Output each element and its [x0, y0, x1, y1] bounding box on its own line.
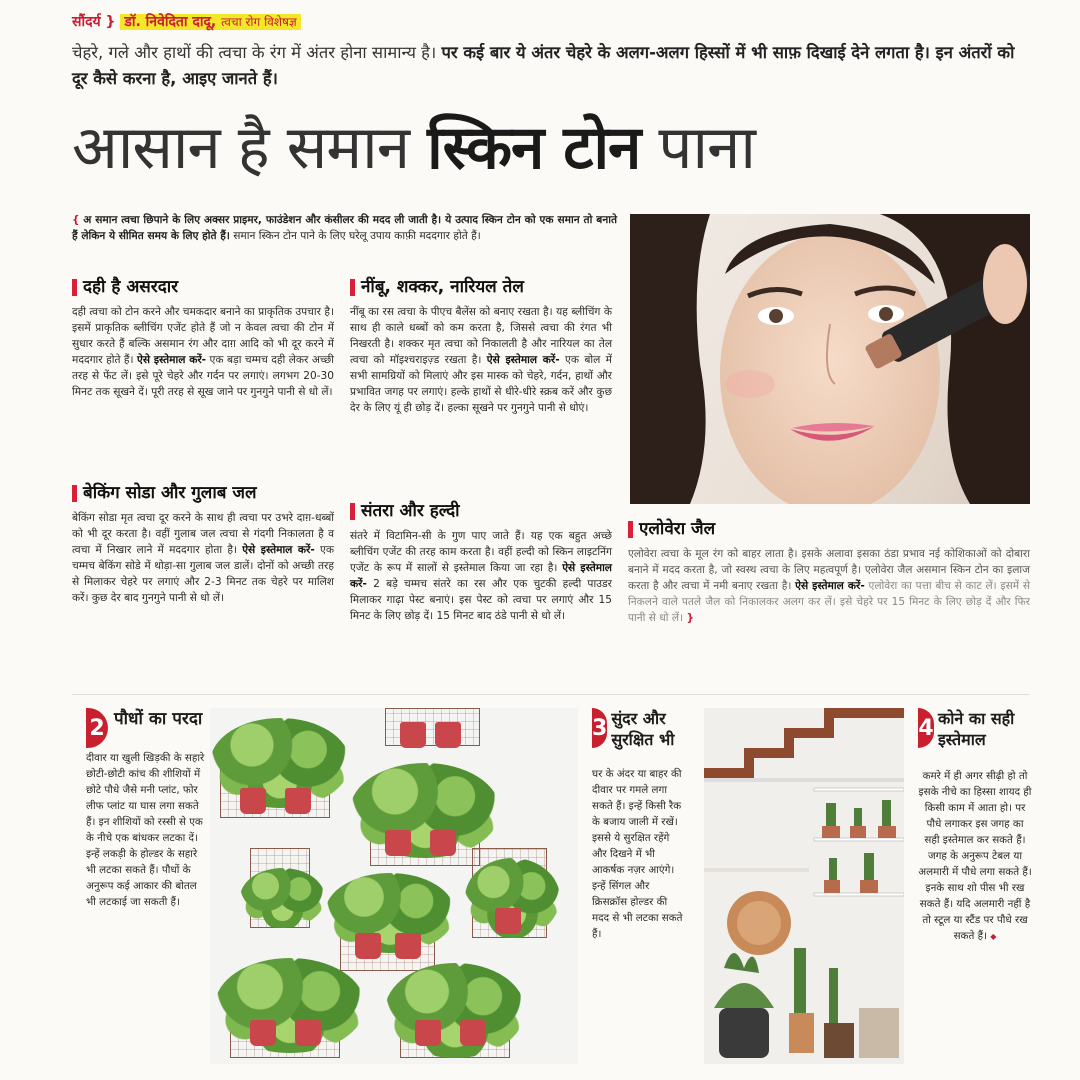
- box-4-head: [918, 708, 1032, 750]
- plant-pot: [285, 788, 311, 814]
- curd-body: दही त्वचा को टोन करने और चमकदार बनाने का प्राकृतिक उपचार है। इसमें प्राकृतिक ब्लीचिंग एजेंट होते हैं जो न केवल त्वचा की टोन में सुधार करते हैं बल्कि असमान रंग और दाग़ आदि को भी दूर करने में मददगार होते हैं।: [72, 306, 334, 366]
- aloe-end-brace: }: [686, 612, 695, 624]
- section-soda-title: बेकिंग सोडा और गुलाब जल: [83, 483, 257, 503]
- divider: [72, 694, 1030, 695]
- box-4-text: कमरे में ही अगर सीढ़ी हो तो इसके नीचे का हिस्सा शायद ही किसी काम में आता हो। पर पौधे लगाकर इस जगह का सही इस्तेमाल कर सकते हैं। जगह के अनुरूप टेबल या अलमारी में पौधे लगा सकते हैं। इनके साथ शो पीस भी रख सकते हैं। यदि अलमारी नहीं है तो स्टूल या स्टैंड पर पौधे रख सकते हैं।: [918, 770, 1032, 942]
- lead-normal: समान स्किन टोन पाने के लिए घरेलू उपाय काफ़ी मददगार होते हैं।: [233, 230, 481, 242]
- orange-howto: ऐसे इस्तेमाल करें-: [350, 562, 612, 590]
- plant-leaves: [210, 718, 350, 808]
- box-4-number: 4: [918, 708, 934, 748]
- lemon-howto: ऐसे इस्तेमाल करें-: [486, 354, 560, 366]
- woman-illustration: [630, 214, 1030, 504]
- plant-leaves: [325, 873, 455, 953]
- heading-bar: [350, 279, 355, 296]
- headline-bold: स्किन टोन: [427, 113, 641, 183]
- section-aloe-body: [628, 546, 1030, 626]
- section-soda-heading: [72, 482, 334, 504]
- box-3-number: 3: [592, 708, 607, 748]
- soda-howto-body: एक चम्मच बेकिंग सोडे में थोड़ा-सा गुलाब जल डालें। दोनों को अच्छी तरह से मिलाकर चेहरे पर लगाएं और 2-3 मिनट तक चेहरे पर मालिश करें। कुछ देर बाद गुनगुने पानी से धो लें।: [72, 544, 334, 604]
- woman-photo: [630, 214, 1030, 504]
- plant-pot: [240, 788, 266, 814]
- lemon-body: नींबू का रस त्वचा के पीएच बैलेंस को बनाए रखता है। यह ब्लीचिंग के साथ ही काले धब्बों को कम करता है, जिससे त्वचा की रंगत भी निखरती है। शक्कर मृत त्वचा को निकालती है और नारियल का तेल त्वचा को मॉइश्चराइज़्ड रखता है।: [350, 306, 612, 366]
- plant-pot: [295, 1020, 321, 1046]
- box-2-title: पौधों का परदा: [114, 709, 203, 729]
- plant-pot: [250, 1020, 276, 1046]
- plant-pot: [385, 830, 411, 856]
- plant-leaves: [240, 868, 325, 928]
- section-soda-body: [72, 510, 334, 606]
- headline-part-2: पाना: [658, 113, 755, 183]
- section-lemon: [350, 276, 612, 416]
- section-lemon-title: नींबू, शक्कर, नारियल तेल: [361, 277, 524, 297]
- plant-pot: [395, 933, 421, 959]
- plant-leaves: [350, 763, 500, 858]
- box-4-body: [918, 768, 1032, 945]
- soda-howto: ऐसे इस्तेमाल करें-: [242, 544, 315, 556]
- headline: [72, 104, 1032, 192]
- plant-pot: [355, 933, 381, 959]
- plant-leaves: [385, 963, 525, 1058]
- box-3: [592, 708, 684, 942]
- lemon-howto-body: एक बोल में सभी सामग्रियों को मिलाएं और इस मास्क को चेहरे, गर्दन, हाथों और प्रभावित जगह पर लगाएं। हल्के हाथों से धीरे-धीरे स्क्रब करें और कुछ देर के लिए यूं ही छोड़ दें। हल्का सूखने पर गुनगुने पानी से धोएं।: [350, 354, 612, 414]
- lead-brace: {: [72, 214, 80, 226]
- author-name: डॉ. निवेदिता दादू,: [124, 14, 217, 30]
- kicker-brace: }: [105, 14, 116, 30]
- section-orange: [350, 500, 612, 624]
- lead-paragraph: [72, 212, 617, 244]
- box-2: [86, 708, 208, 910]
- box-2-head: [86, 708, 208, 748]
- heading-bar: [72, 485, 77, 502]
- plant-pot: [430, 830, 456, 856]
- staircase-shelf-photo: [704, 708, 904, 1064]
- heading-bar: [72, 279, 77, 296]
- box-3-title: सुंदर और सुरक्षित भी: [611, 709, 675, 749]
- section-aloe-heading: [628, 518, 1030, 540]
- aloe-body: एलोवेरा त्वचा के मूल रंग को बाहर लाता है। इसके अलावा इसका ठंडा प्रभाव नई कोशिकाओं को दोबारा बनाने में मदद करता है, जो स्वस्थ त्वचा के लिए महत्वपूर्ण है। एलोवेरा जैल असमान स्किन टोन का इलाज करता है और त्वचा में नमी बनाए रखता है।: [628, 548, 1030, 592]
- headline-part-1: आसान है समान: [72, 113, 410, 183]
- box-3-body: घर के अंदर या बाहर की दीवार पर गमले लगा सकते हैं। इन्हें किसी रैक के बजाय जाली में रखें। इससे ये सुरक्षित रहेंगे और दिखने में भी आकर्षक नज़र आएंगे। इन्हें सिंगल और क्रिसक्रॉस होल्डर की मदद से भी लटका सकते हैं।: [592, 768, 683, 940]
- section-orange-heading: [350, 500, 612, 522]
- box-4: [918, 708, 1032, 945]
- section-aloe-title: एलोवेरा जैल: [639, 519, 716, 539]
- intro-text: [72, 40, 1032, 92]
- section-aloe: [628, 518, 1030, 626]
- box-4-end-mark: ◆: [990, 932, 997, 941]
- heading-bar: [628, 521, 633, 538]
- plant-pot: [495, 908, 521, 934]
- box-2-number: 2: [86, 708, 108, 748]
- kicker: [72, 12, 301, 32]
- section-lemon-heading: [350, 276, 612, 298]
- aloe-howto: ऐसे इस्तेमाल करें-: [795, 580, 865, 592]
- plant-pot: [460, 1020, 486, 1046]
- plant-pot: [415, 1020, 441, 1046]
- plant-pot: [435, 722, 461, 748]
- lead-bold: अ समान त्वचा छिपाने के लिए अक्सर प्राइमर, फाउंडेशन और कंसीलर की मदद ली जाती है। ये उत्पाद स्किन टोन को एक समान तो बनाते हैं लेकिन ये सीमित समय के लिए होते हैं।: [72, 214, 617, 242]
- staircase-illustration: [704, 708, 904, 1064]
- section-soda: [72, 482, 334, 606]
- box-4-title: कोने का सही इस्तेमाल: [937, 709, 1015, 749]
- section-curd-title: दही है असरदार: [83, 277, 179, 297]
- section-label: सौंदर्य: [72, 14, 101, 30]
- intro-part-2: पर कई बार ये अंतर चेहरे के अलग-अलग हिस्सों में भी साफ़ दिखाई देने लगता है। इन अंतरों को दूर कैसे करना है, आइए जानते हैं।: [72, 43, 1015, 88]
- section-orange-body: [350, 528, 612, 624]
- section-lemon-body: [350, 304, 612, 416]
- plants-wall-photo: [210, 708, 578, 1064]
- heading-bar: [350, 503, 355, 520]
- section-curd-body: [72, 304, 334, 400]
- author-highlight: [120, 14, 300, 30]
- intro-part-1: चेहरे, गले और हाथों की त्वचा के रंग में अंतर होना सामान्य है।: [72, 43, 437, 62]
- orange-body: संतरे में विटामिन-सी के गुण पाए जाते हैं। यह एक बहुत अच्छे ब्लीचिंग एजेंट की तरह काम करता है। वहीं हल्दी को स्किन लाइटनिंग एजेंट के रूप में सालों से इस्तेमाल किया जा रहा है।: [350, 530, 612, 574]
- aloe-howto-body: एलोवेरा का पत्ता बीच से काट लें। इसमें से निकलने वाले पतले जैल को निकालकर अलग कर लें। इसे चेहरे पर 15 मिनट के लिए छोड़ दें और फिर पानी से धो लें।: [628, 580, 1031, 624]
- author-role: त्वचा रोग विशेषज्ञ: [221, 15, 297, 29]
- plant-leaves: [215, 958, 365, 1053]
- plant-pot: [400, 722, 426, 748]
- section-orange-title: संतरा और हल्दी: [361, 501, 460, 521]
- soda-body: बेकिंग सोडा मृत त्वचा दूर करने के साथ ही त्वचा पर उभरे दाग़-धब्बों को भी दूर करता है। वहीं गुलाब जल त्वचा से गंदगी निकालता है व त्वचा में निखार लाने में मददगार होता है।: [72, 512, 334, 556]
- section-curd-heading: [72, 276, 334, 298]
- orange-howto-body: 2 बड़े चम्मच संतरे का रस और एक चुटकी हल्दी पाउडर मिलाकर गाढ़ा पेस्ट बनाएं। इस पेस्ट को त्वचा पर लगाएं और 15 मिनट के लिए छोड़ दें। 15 मिनट बाद ठंडे पानी से धो लें।: [350, 578, 612, 622]
- box-2-body: दीवार या खुली खिड़की के सहारे छोटी-छोटी कांच की शीशियों में छोटे पौधे जैसे मनी प्लांट, फोर लीफ प्लांट या घास लगा सकते हैं। इन शीशियों को रस्सी से एक के नीचे एक बांधकर लटका दें। इन्हें लकड़ी के होल्डर के सहारे भी लटका सकते हैं। पौधों के अनुरूप कई आकार की बोतल भी लटकाई जा सकती हैं।: [86, 752, 205, 908]
- curd-howto: ऐसे इस्तेमाल करें-: [137, 354, 207, 366]
- section-curd: [72, 276, 334, 400]
- curd-howto-body: एक बड़ा चम्मच दही लेकर अच्छी तरह से फेंट लें। इसे पूरे चेहरे और गर्दन पर लगाएं। लगभग 20-30 मिनट तक सूखने दें। पूरी तरह से सूख जाने पर गुनगुने पानी से धो लें।: [72, 354, 334, 398]
- box-3-head: [592, 708, 684, 750]
